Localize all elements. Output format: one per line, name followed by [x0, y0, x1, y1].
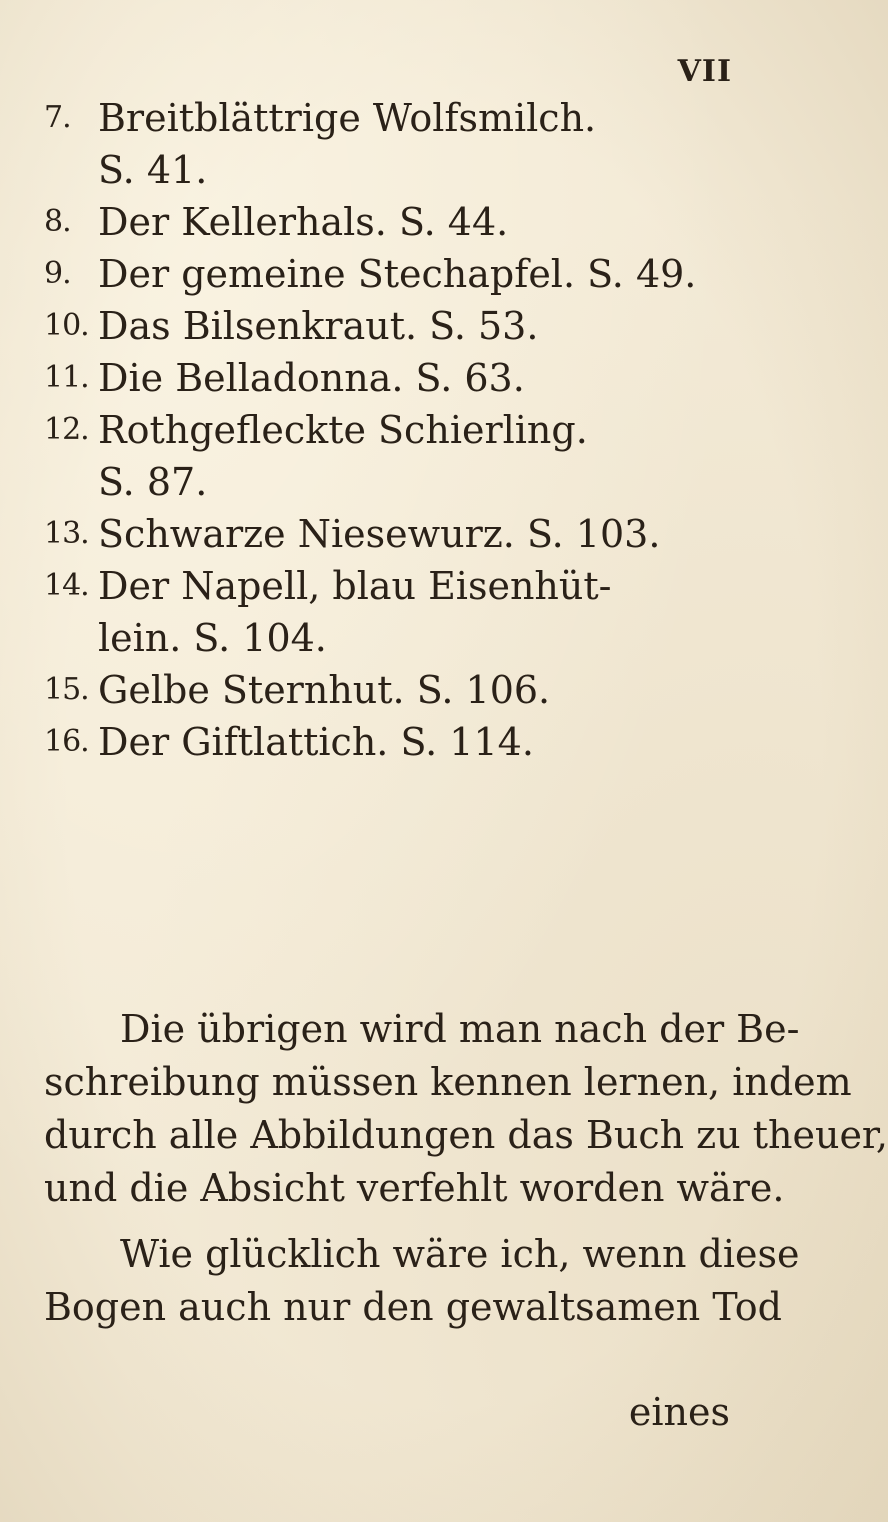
list-item [44, 92, 764, 196]
item-text: Der Giftlattich. S. 114. [98, 720, 534, 764]
paragraph-line: Die übrigen wird man nach der Be- [120, 1007, 800, 1051]
item-text: Der Napell, blau Eisenhüt- [98, 564, 612, 608]
list-item [44, 664, 764, 716]
list-item [44, 248, 764, 300]
list-item [44, 404, 764, 508]
paragraph-line: durch alle Abbildungen das Buch zu theuer, [44, 1113, 888, 1157]
paragraph-line: Wie glücklich wäre ich, wenn diese [120, 1232, 800, 1276]
item-number: 14. [44, 568, 89, 603]
item-text: Schwarze Niesewurz. S. 103. [98, 512, 661, 556]
paragraph-remaining-plants [44, 1003, 888, 1215]
item-number: 10. [44, 308, 89, 343]
item-number: 15. [44, 672, 89, 707]
item-text: Breitblättrige Wolfsmilch. [98, 96, 597, 140]
paragraph-line: Bogen auch nur den gewaltsamen Tod [44, 1285, 782, 1329]
list-item [44, 352, 764, 404]
list-item [44, 716, 764, 768]
paragraph-line: schreibung müssen kennen lernen, indem [44, 1060, 852, 1104]
item-number: 7. [44, 100, 71, 135]
item-number: 13. [44, 516, 89, 551]
item-text: Der gemeine Stechapfel. S. 49. [98, 252, 697, 296]
item-number: 8. [44, 204, 71, 239]
item-text: Der Kellerhals. S. 44. [98, 200, 509, 244]
list-item [44, 508, 764, 560]
page-number: VII [677, 54, 732, 89]
item-text: Gelbe Sternhut. S. 106. [98, 668, 551, 712]
item-text-continued: lein. S. 104. [98, 616, 327, 660]
item-number: 9. [44, 256, 71, 291]
list-item [44, 300, 764, 352]
item-text: Das Bilsenkraut. S. 53. [98, 304, 539, 348]
item-number: 16. [44, 724, 89, 759]
item-text-continued: S. 41. [98, 148, 208, 192]
item-text: Die Belladonna. S. 63. [98, 356, 525, 400]
plant-list [44, 92, 764, 768]
list-item [44, 560, 764, 664]
paragraph-line: und die Absicht verfehlt worden wäre. [44, 1166, 785, 1210]
item-number: 12. [44, 412, 89, 447]
paragraph-closing [44, 1228, 800, 1334]
item-text: Rothgefleckte Schierling. [98, 408, 588, 452]
list-item [44, 196, 764, 248]
item-number: 11. [44, 360, 89, 395]
catchword: eines [628, 1390, 730, 1434]
item-text-continued: S. 87. [98, 460, 208, 504]
